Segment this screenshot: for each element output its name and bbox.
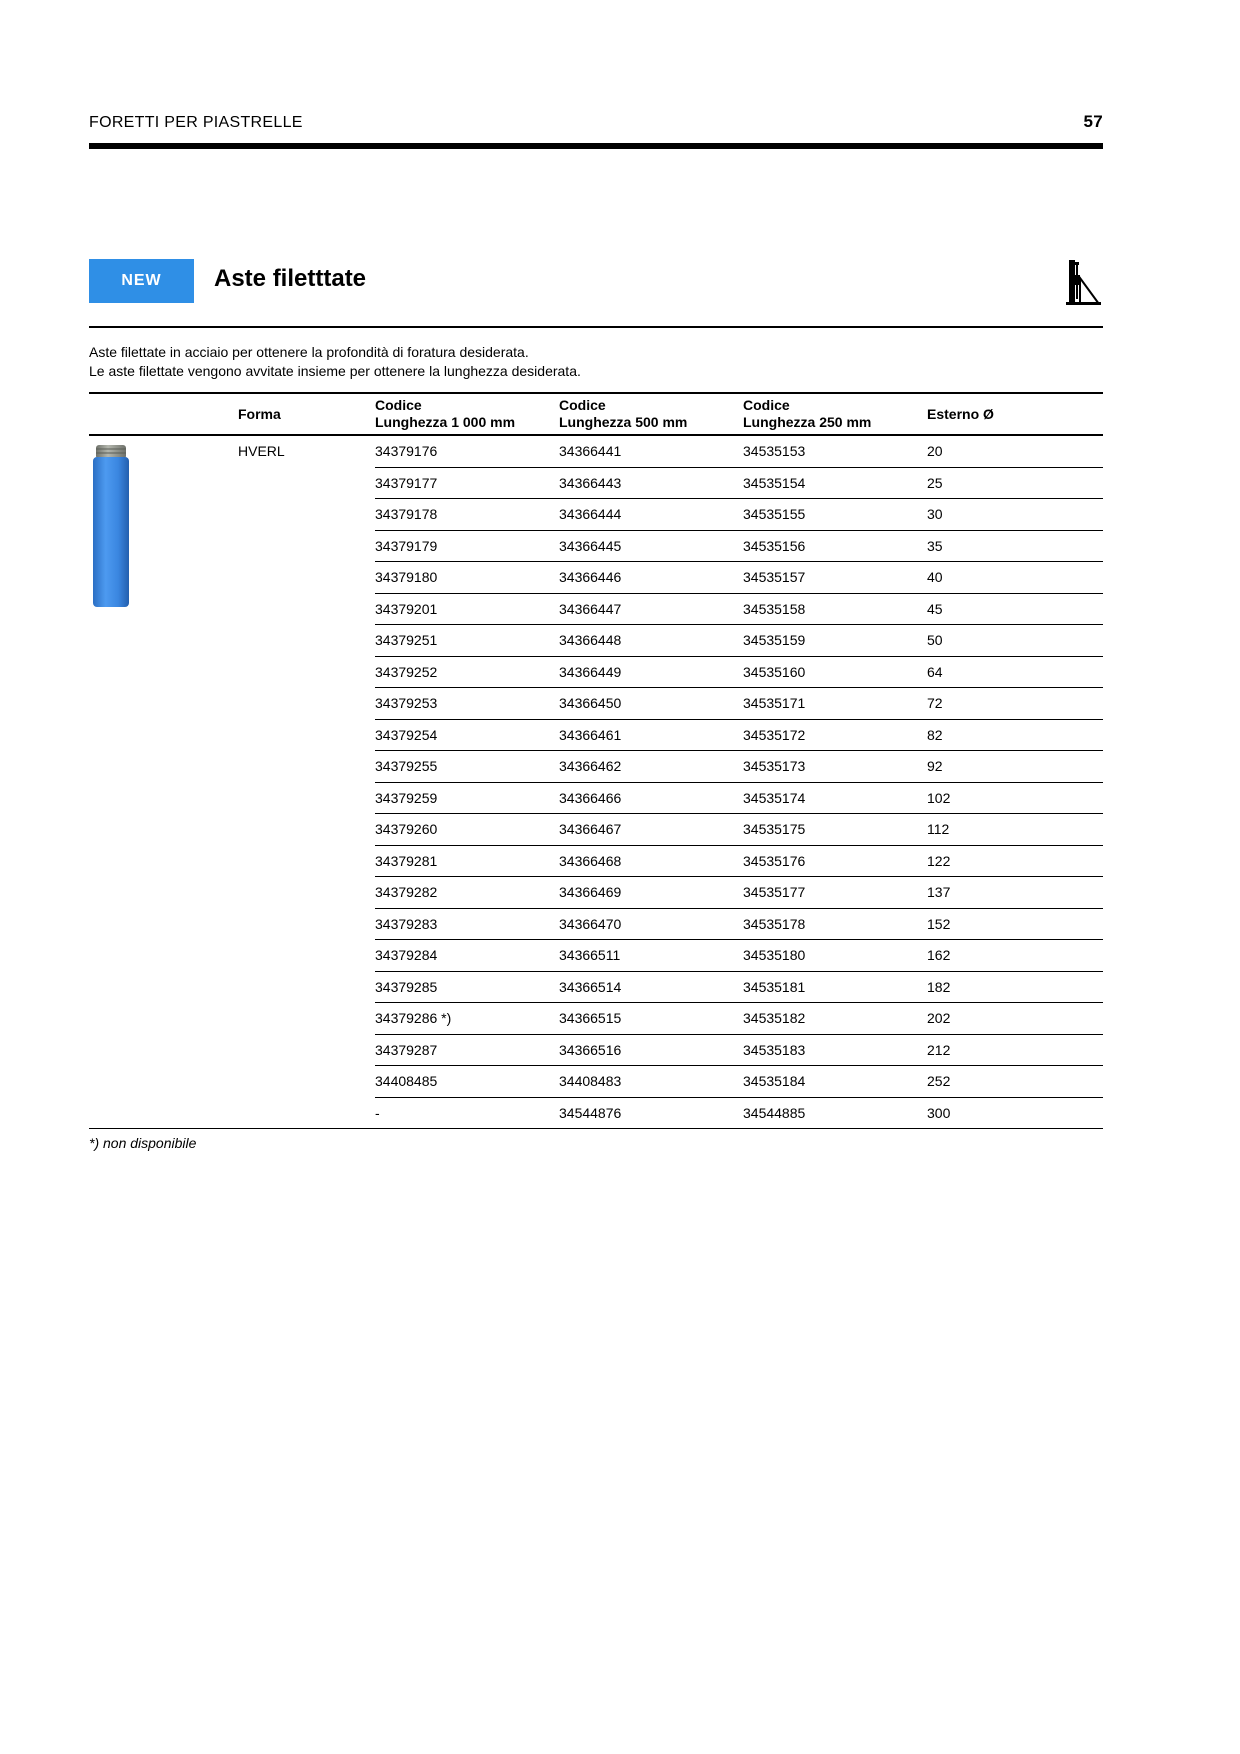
cell-code-1000: 34379180 [375,569,438,585]
cell-outer-diameter: 122 [927,852,951,869]
cell-code-500: 34366446 [559,569,622,585]
cell-code-250: 34535184 [743,1073,806,1089]
cell-outer-diameter: 212 [927,1041,951,1058]
cell-code-250: 34535175 [743,821,806,837]
column-header-subtext: Lunghezza 1 000 mm [375,414,516,430]
cell-code-1000: 34379260 [375,821,438,837]
cell-code-1000: 34379179 [375,537,438,554]
cell-outer-diameter: 40 [927,569,943,585]
cell-code-500: 34366449 [559,663,622,680]
table-row [89,846,1103,878]
table-row [89,594,1103,626]
row-divider [89,1128,1103,1129]
cell-code-1000: 34379283 [375,915,438,932]
cell-outer-diameter: 182 [927,978,951,995]
cell-code-250: 34535155 [743,506,806,522]
column-header-text: Codice [375,397,422,413]
table-row [89,531,1103,563]
cell-code-500: 34408483 [559,1073,622,1089]
description [89,343,581,381]
cell-code-250: 34535177 [743,884,806,900]
cell-outer-diameter: 50 [927,632,943,648]
cell-outer-diameter: 64 [927,663,943,680]
column-header-text: Forma [238,405,281,422]
cell-code-250: 34535178 [743,915,806,932]
column-header-code-1000 [375,394,515,434]
cell-outer-diameter: 252 [927,1073,951,1089]
cell-code-500: 34366450 [559,695,622,711]
cell-code-500: 34366468 [559,852,622,869]
table-row [89,783,1103,815]
column-header-code-500 [559,394,687,434]
cell-code-1000: 34379255 [375,758,438,774]
table-row [89,720,1103,752]
table-row [89,877,1103,909]
core-drill-rig-icon [1066,256,1102,306]
title-rule [89,326,1103,328]
column-header-text: Esterno Ø [927,405,994,422]
cell-code-250: 34535181 [743,978,806,995]
description-line: Aste filettate in acciaio per ottenere la profondità di foratura desiderata. [89,344,529,360]
cell-code-1000: 34379259 [375,789,438,806]
table-row [89,562,1103,594]
cell-outer-diameter: 25 [927,474,943,491]
cell-code-500: 34544876 [559,1104,622,1121]
table-row [89,1003,1103,1035]
cell-outer-diameter: 82 [927,726,943,743]
cell-code-250: 34535160 [743,663,806,680]
cell-code-500: 34366466 [559,789,622,806]
cell-code-500: 34366448 [559,632,622,648]
cell-code-1000: - [375,1104,380,1121]
cell-code-250: 34535176 [743,852,806,869]
table-row [89,1098,1103,1130]
column-header-subtext: Lunghezza 500 mm [559,414,688,430]
cell-outer-diameter: 45 [927,600,943,617]
cell-code-500: 34366515 [559,1010,622,1026]
cell-outer-diameter: 300 [927,1104,951,1121]
cell-outer-diameter: 20 [927,443,943,459]
cell-code-500: 34366445 [559,537,622,554]
cell-code-250: 34535173 [743,758,806,774]
cell-outer-diameter: 162 [927,947,951,963]
cell-code-250: 34535156 [743,537,806,554]
cell-code-250: 34535171 [743,695,806,711]
cell-code-250: 34535159 [743,632,806,648]
column-header-text: Codice [743,397,790,413]
cell-code-250: 34535182 [743,1010,806,1026]
cell-code-1000: 34379251 [375,632,438,648]
cell-code-500: 34366447 [559,600,622,617]
product-table [89,436,1103,1129]
table-row [89,1066,1103,1098]
cell-code-500: 34366443 [559,474,622,491]
header-rule [89,143,1103,149]
table-row [89,657,1103,689]
cell-code-500: 34366470 [559,915,622,932]
column-header-text: Codice [559,397,606,413]
cell-code-1000: 34379178 [375,506,438,522]
cell-code-250: 34535158 [743,600,806,617]
cell-code-250: 34535183 [743,1041,806,1058]
cell-code-1000: 34379284 [375,947,438,963]
running-header [89,112,1103,132]
cell-outer-diameter: 35 [927,537,943,554]
cell-code-1000: 34379287 [375,1041,438,1058]
cell-code-250: 34535180 [743,947,806,963]
page-number: 57 [1083,112,1103,131]
table-row [89,751,1103,783]
cell-code-500: 34366514 [559,978,622,995]
cell-code-1000: 34379254 [375,726,438,743]
cell-code-1000: 34379282 [375,884,438,900]
cell-code-1000: 34379285 [375,978,438,995]
cell-code-500: 34366511 [559,947,621,963]
cell-outer-diameter: 112 [927,821,950,837]
section-label: FORETTI PER PIASTRELLE [89,114,303,131]
table-row [89,940,1103,972]
cell-outer-diameter: 202 [927,1010,951,1026]
cell-code-500: 34366516 [559,1041,622,1058]
cell-code-250: 34535157 [743,569,806,585]
cell-code-1000: 34379281 [375,852,438,869]
table-row [89,814,1103,846]
cell-code-500: 34366461 [559,726,622,743]
cell-code-250: 34535153 [743,443,806,459]
cell-outer-diameter: 92 [927,758,943,774]
column-header-code-250 [743,394,871,434]
cell-outer-diameter: 30 [927,506,943,522]
table-header [89,394,1103,434]
cell-outer-diameter: 72 [927,695,943,711]
cell-code-250: 34544885 [743,1104,806,1121]
cell-code-1000: 34379253 [375,695,438,711]
footnote: *) non disponibile [89,1135,197,1151]
cell-code-250: 34535174 [743,789,806,806]
cell-code-1000: 34379176 [375,443,438,459]
cell-code-1000: 34379201 [375,600,438,617]
table-row [89,972,1103,1004]
column-header-outer-diameter [927,394,994,434]
cell-code-500: 34366462 [559,758,622,774]
description-line: Le aste filettate vengono avvitate insieme per ottenere la lunghezza desiderata. [89,363,581,379]
table-row [89,468,1103,500]
cell-code-1000: 34379177 [375,474,438,491]
column-header-forma [238,394,281,434]
table-row [89,1035,1103,1067]
cell-outer-diameter: 102 [927,789,951,806]
cell-code-500: 34366441 [559,443,622,459]
cell-code-500: 34366469 [559,884,622,900]
cell-code-1000: 34379286 *) [375,1010,452,1026]
table-row [89,625,1103,657]
cell-code-250: 34535154 [743,474,806,491]
table-row [89,499,1103,531]
cell-code-500: 34366467 [559,821,622,837]
cell-code-1000: 34408485 [375,1073,438,1089]
page-title: Aste filetttate [214,265,367,292]
table-row [89,909,1103,941]
table-row [89,688,1103,720]
cell-code-250: 34535172 [743,726,806,743]
cell-code-1000: 34379252 [375,663,438,680]
cell-outer-diameter: 137 [927,884,951,900]
cell-forma: HVERL [238,443,285,459]
new-badge: NEW [89,259,194,303]
cell-outer-diameter: 152 [927,915,951,932]
table-row [89,436,1103,468]
column-header-subtext: Lunghezza 250 mm [743,414,872,430]
cell-code-500: 34366444 [559,506,622,522]
